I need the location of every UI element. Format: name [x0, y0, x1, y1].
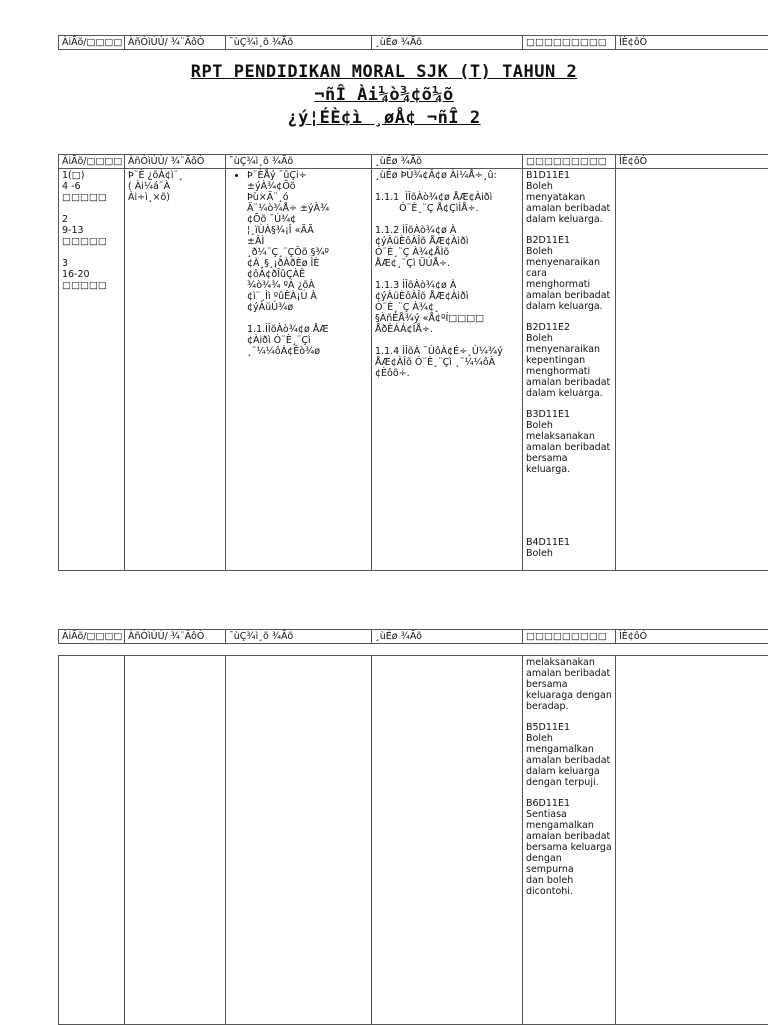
objective-cell	[372, 169, 523, 571]
plan-table-1	[58, 154, 768, 571]
header-row-top	[58, 35, 768, 50]
plan-table-2	[58, 655, 768, 1025]
header-row-page2	[58, 629, 768, 644]
objective-item: 1.1.4 ÌÎõÀ ¯ÚôÀ¢É÷¸Ù¼¾ý ÅÆ¢ÀÎõ Ó¨È¸¨Çì ¸¨¼¼ôÀ ¢Èôõ÷.	[375, 346, 519, 379]
unit-text: Þ¨È ¿õÀ¢ì¨¸ ( Ài¼á¨À Ài÷ì¸×õ)	[128, 170, 222, 203]
spacer	[526, 485, 612, 527]
header-objective: ¸ùÉø ¾Ãõ	[372, 36, 523, 50]
header-week: ÀiÃõ/□□□□	[59, 630, 125, 644]
header-unit: ÀñÒìÚÚ/ ¾¨ÄôÒ	[125, 155, 226, 169]
objective-item: 1.1.1 ÌÎõÀò¾¢ø ÅÆ¢Àiðì Ó¨È¸¨Ç Å¢ÇìÌÅ÷.	[375, 192, 519, 214]
week-entry: 3 16-20 □□□□□	[62, 258, 121, 291]
header-standard: □□□□□□□□□	[523, 36, 616, 50]
content-cell	[226, 656, 372, 1025]
standard-item: B4D11E1 Boleh	[526, 537, 612, 559]
header-objective: ¸ùÉø ¾Ãõ	[372, 630, 523, 644]
notes-cell	[616, 169, 768, 571]
header-standard: □□□□□□□□□	[523, 630, 616, 644]
objective-item: 1.1.2 ÌÎõÀò¾¢ø À ¢ýÀüÈôÀÎõ ÅÆ¢Àiðì Ó¨È¸¨Ç À¾¢ÅÌõ ÅÆ¢¸¨Çì ÜÚÅ÷.	[375, 225, 519, 269]
standard-item: B3D11E1 Boleh melaksanakan amalan beribadat bersama keluarga.	[526, 409, 612, 475]
content-sub: 1.1.ÌÎõÀò¾¢ø ÅÆ ¢Àiðì Ó¨È¸¨Çì ¸¨¼¼ôÀ¢Êò¾ø	[229, 324, 368, 357]
header-notes: ÌÈ¢ôÒ	[616, 36, 768, 50]
header-week: ÀiÃõ/□□□□	[59, 155, 125, 169]
standard-item: B6D11E1 Sentiasa mengamalkan amalan beribadat bersama keluarga dengan sempurna dan boleh dicontohi.	[526, 798, 612, 897]
standard-item: melaksanakan amalan beribadat bersama keluaraga dengan beradap.	[526, 657, 612, 712]
document-subtitle-2: ¿ý¦ÉÈ¢ì ¸øÅ¢ ¬ñÎ 2	[58, 108, 710, 128]
standard-item: B2D11E1 Boleh menyenaraikan cara menghormati amalan beribadat dalam keluarga.	[526, 235, 612, 312]
header-notes: ÌÈ¢ôÒ	[616, 630, 768, 644]
header-content: ¯ùÇ¾ì¸õ ¾Ãõ	[226, 630, 372, 644]
standard-cell	[523, 656, 616, 1025]
unit-cell	[125, 169, 226, 571]
content-cell	[226, 169, 372, 571]
content-list	[229, 170, 368, 313]
header-week: ÀiÃõ/□□□□	[59, 36, 125, 50]
standard-item: B1D11E1 Boleh menyatakan amalan beribadat dalam keluarga.	[526, 170, 612, 225]
week-cell	[59, 656, 125, 1025]
objective-item: 1.1.3 ÌÎõÀò¾¢ø À ¢ýÀüÈôÀÎõ ÅÆ¢Àiðì Ó¨È¸¨Ç À¾¢¸ §ÀñÉÅ¾ý «Å¢ºÍ□□□□ ÅðÈÁÁ¢ÍÅ÷.	[375, 280, 519, 335]
objective-cell	[372, 656, 523, 1025]
standard-item: B5D11E1 Boleh mengamalkan amalan beribadat dalam keluarga dengan terpuji.	[526, 722, 612, 788]
standard-cell	[523, 169, 616, 571]
document-title: RPT PENDIDIKAN MORAL SJK (T) TAHUN 2	[58, 62, 710, 82]
header-standard: □□□□□□□□□	[523, 155, 616, 169]
week-entry: 2 9-13 □□□□□	[62, 214, 121, 247]
objective-intro: ¸ùÉø ÞÚ¾¢Â¢ø Ài¼Å÷¸û:	[375, 170, 519, 181]
unit-cell	[125, 656, 226, 1025]
content-bullet: • Þ¨ÈÅý ¯ûÇi÷ ±ýÀ¾¢Õõ Þù×Ä¨¸ó Ä¨¼ò¾Å÷ ±ýÀ¾ ¢Õõ ¯Ú¾¢ ¦¸ïÙÀ§¾¡Î «ÃÃ ±ÀÌ ¸ð¼¨Ç¸¨ÇÔõ §¾º ¢À¸§¸¡ðÀðÈø ÌÈ ¢ôÀ¢ðÎûÇÀÊ ¾ò¾¾ ºÁ ¿õÀ ¢ì¨¸Ìì ºûÊÀ¡Ú À ¢ýÀüÚ¾ø	[247, 170, 368, 313]
document-subtitle: ¬ñÎ Ài¼ò¾¢õ¼õ	[58, 85, 710, 105]
standard-item: B2D11E2 Boleh menyenaraikan kepentingan menghormati amalan beribadat dalam keluarga.	[526, 322, 612, 399]
header-objective: ¸ùÉø ¾Ãõ	[372, 155, 523, 169]
header-notes: ÌÈ¢ôÒ	[616, 155, 768, 169]
header-unit: ÀñÒìÚÚ/ ¾¨ÄôÒ	[125, 36, 226, 50]
header-content: ¯ùÇ¾ì¸õ ¾Ãõ	[226, 36, 372, 50]
header-unit: ÀñÒìÚÚ/ ¾¨ÄôÒ	[125, 630, 226, 644]
header-content: ¯ùÇ¾ì¸õ ¾Ãõ	[226, 155, 372, 169]
notes-cell	[616, 656, 768, 1025]
week-cell	[59, 169, 125, 571]
week-entry: 1(□) 4 -6 □□□□□	[62, 170, 121, 203]
